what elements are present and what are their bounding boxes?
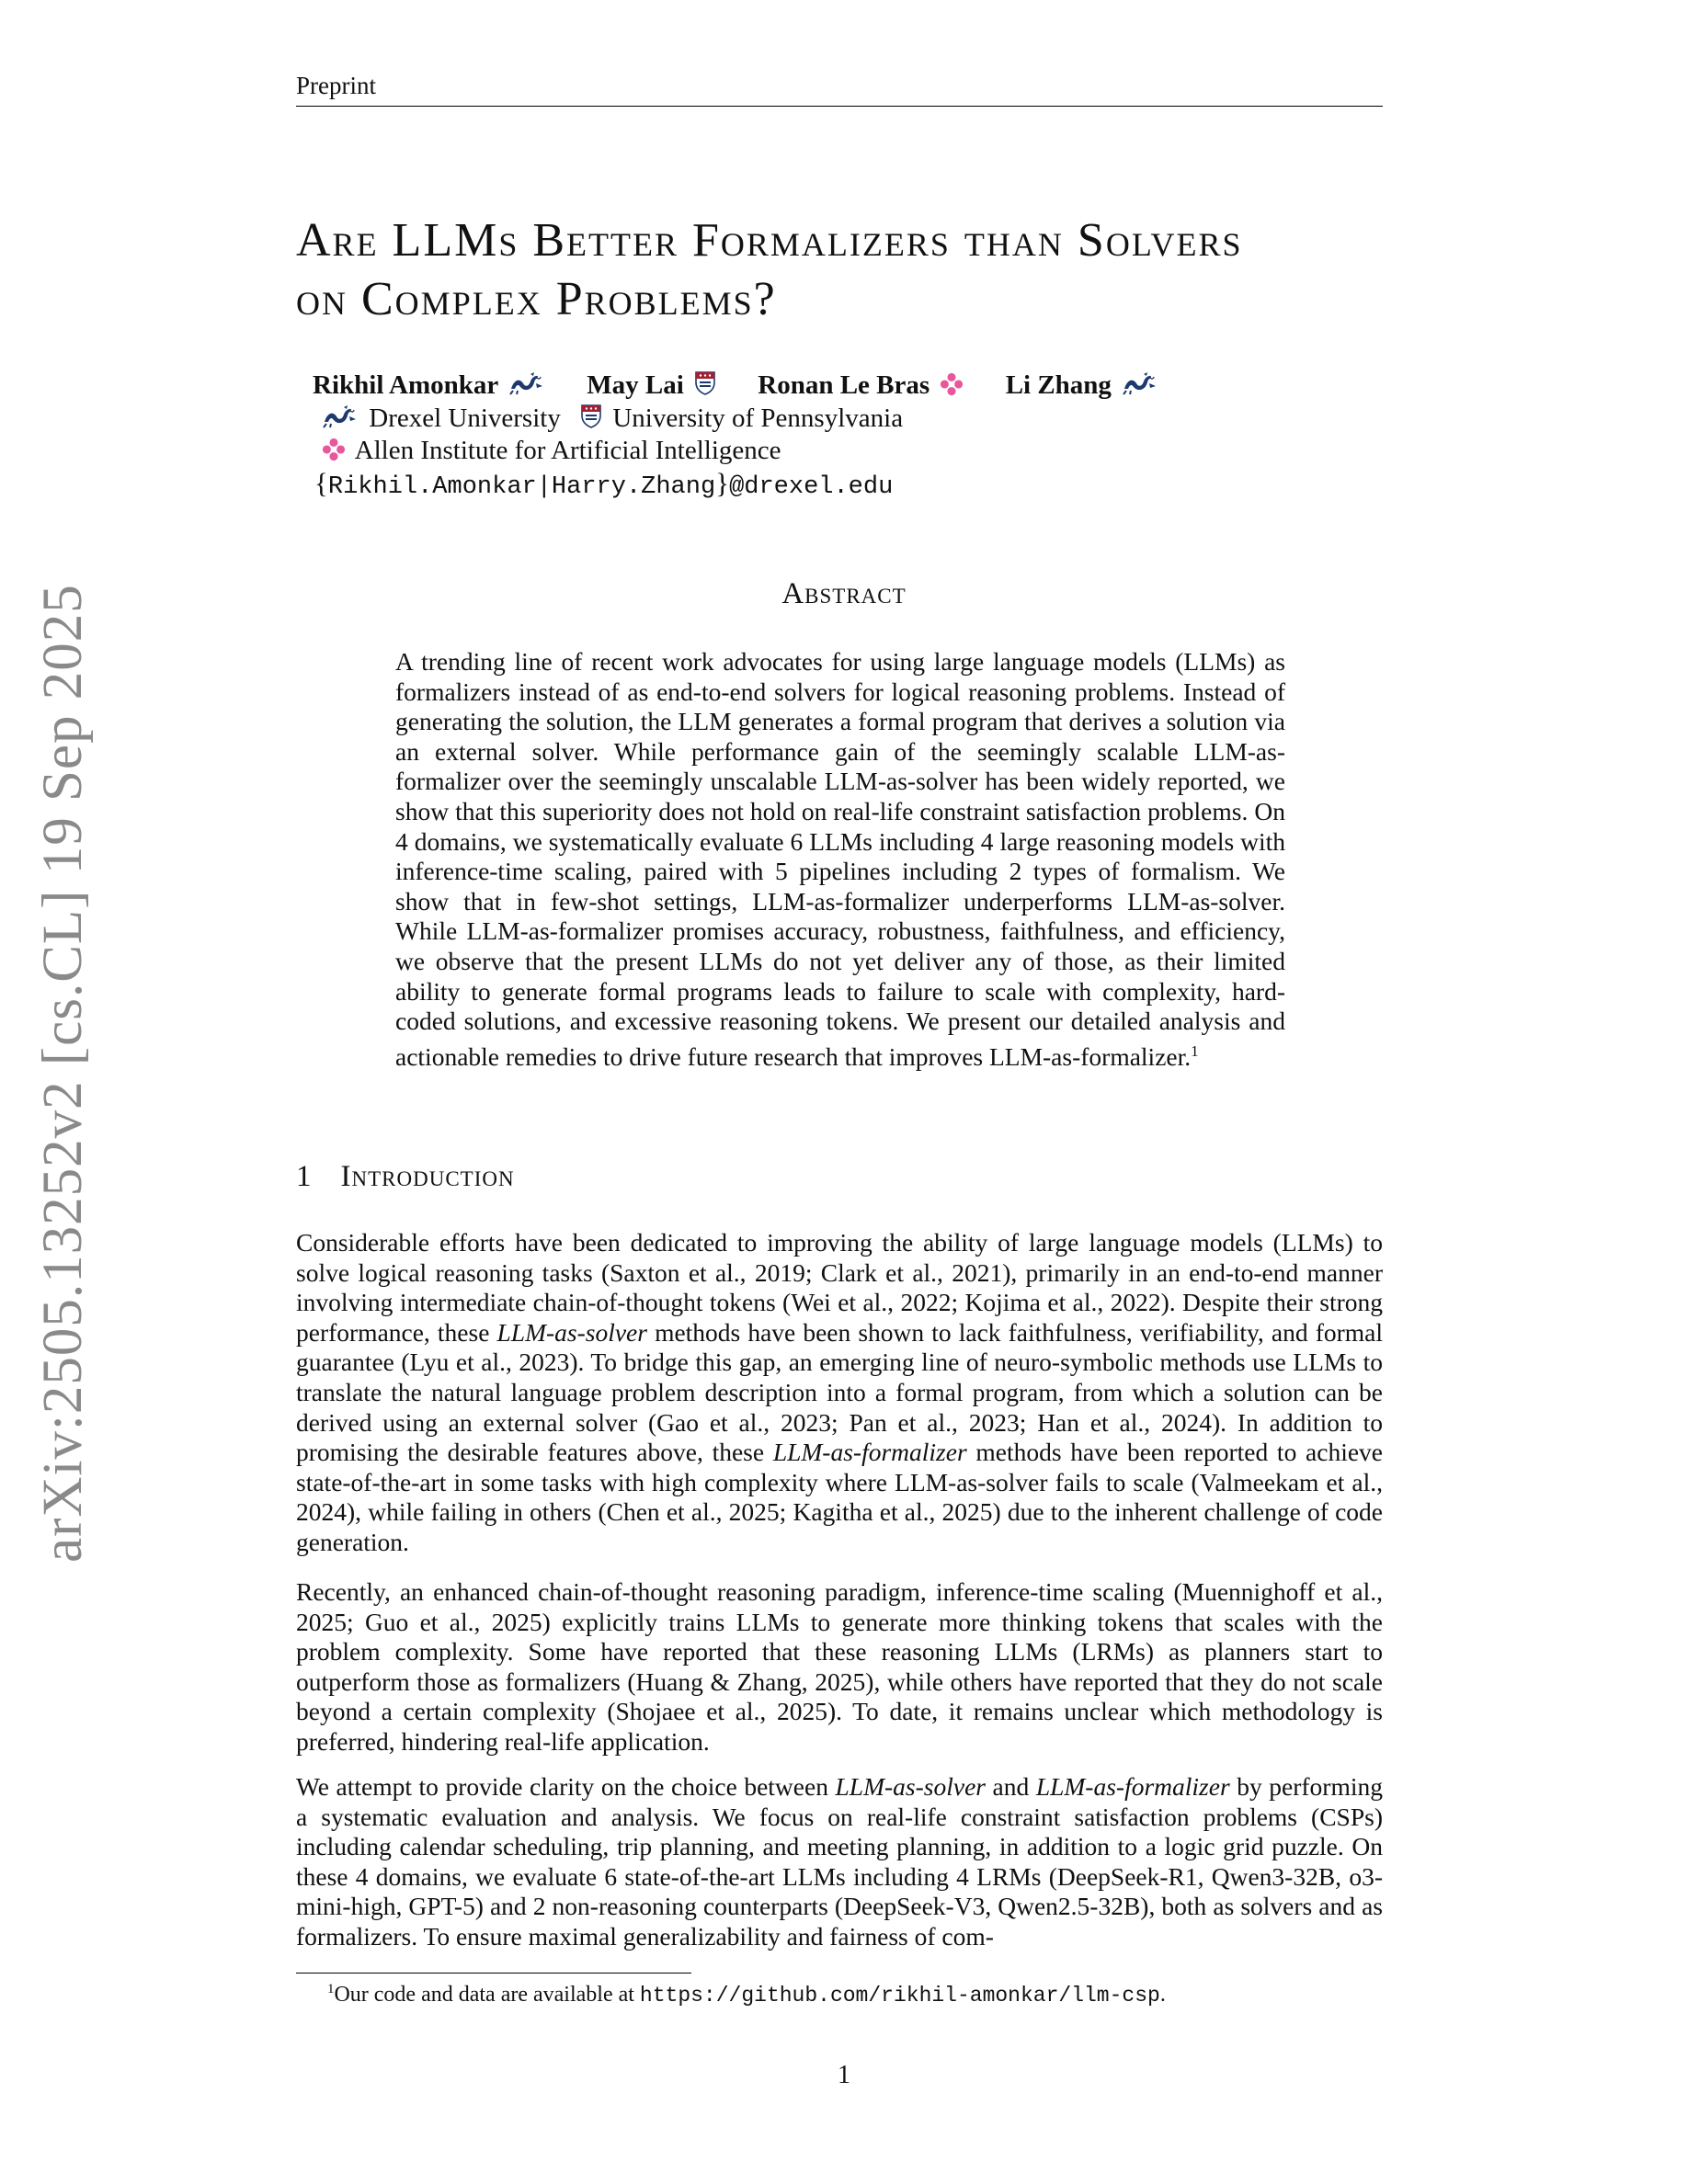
- affiliation-line: [318, 436, 781, 466]
- running-header: Preprint: [296, 72, 376, 99]
- footnote-text: Our code and data are available at: [334, 1983, 640, 2007]
- author: [587, 370, 720, 401]
- affiliation-penn: University of Pennsylvania: [612, 404, 904, 433]
- code-repository-link[interactable]: https://github.com/rikhil-amonkar/llm-csp: [639, 1984, 1160, 2008]
- footnote-rule: [296, 1973, 691, 1974]
- paper-title-line-1: Are LLMs Better Formalizers than Solvers: [296, 214, 1243, 267]
- footnote: $^1$Our code and data are available at https://github.com/rikhil-amonkar/llm-csp.: [327, 1982, 1166, 2008]
- abstract-text: A trending line of recent work advocates for using large language models (LLMs) as formalizers instead of as end-to-end solvers for logical reasoning problems. Instead of generating the solution, the LLM generates a formal program that derives a solution via an external solver. While performance gain of the seemingly scalable LLM-as-formalizer over the seemingly unscalable LLM-as-solver has been widely reported, we show that this superiority does not hold on real-life constraint satisfaction problems. On 4 domains, we systematically evaluate 6 LLMs including 4 large reasoning models with inference-time scaling, paired with 5 pipelines including 2 types of formalism. We show that in few-shot settings, LLM-as-formalizer underperforms LLM-as-solver. While LLM-as-formalizer promises accuracy, robustness, faithfulness, and efficiency, we observe that the present LLMs do not yet deliver any of those, as their limited ability to generate formal programs leads to failure to scale with complexity, hard-coded solutions, and excessive reasoning tokens. We present our detailed analysis and actionable remedies to drive future research that improves LLM-as-formalizer.: [395, 647, 1285, 1071]
- author-name: Li Zhang: [1005, 370, 1112, 400]
- intro-paragraph-2: Recently, an enhanced chain-of-thought reasoning paradigm, inference-time scaling (Muennighoff et al., 2025; Guo et al., 2025) explicitly trains LLMs to generate more thinking tokens that scales with the problem complexity. Some have reported that these reasoning LLMs (LRMs) as planners start to outperform those as formalizers (Huang & Zhang, 2025), while others have reported that they do not scale beyond a certain complexity (Shojaee et al., 2025). To date, it remains unclear which methodology is preferred, hindering real-life application.: [296, 1577, 1383, 1756]
- section-heading-introduction: [296, 1160, 515, 1194]
- email-names: Rikhil.Amonkar|Harry.Zhang: [327, 473, 716, 501]
- paper-title: [296, 211, 1390, 329]
- affiliation-line: [318, 404, 903, 434]
- email-domain: @drexel.edu: [729, 473, 894, 501]
- author: [313, 370, 549, 401]
- author: [1006, 370, 1163, 401]
- section-title: Introduction: [340, 1160, 515, 1193]
- arxiv-identifier-stamp: arXiv:2505.13252v2 [cs.CL] 19 Sep 2025: [32, 584, 94, 1563]
- intro-paragraph-3: We attempt to provide clarity on the choice between LLM-as-solver and LLM-as-formalizer by performing a systematic evaluation and analysis. We focus on real-life constraint satisfaction problems (CSPs) including calendar scheduling, trip planning, and meeting planning, in addition to a logic grid puzzle. On these 4 domains, we evaluate 6 state-of-the-art LLMs including 4 LRMs (DeepSeek-R1, Qwen3-32B, o3-mini-high, GPT-5) and 2 non-reasoning counterparts (DeepSeek-V3, Qwen2.5-32B), both as solvers and as formalizers. To ensure maximal generalizability and fairness of com-: [296, 1772, 1383, 1951]
- drexel-dragon-icon: [508, 370, 545, 396]
- penn-shield-icon: [580, 404, 602, 429]
- footnote-marker[interactable]: 1: [1191, 1041, 1199, 1060]
- footnote-number: 1: [327, 1982, 335, 1996]
- paper-title-line-2: on Complex Problems?: [296, 273, 777, 325]
- intro-paragraph-1: Considerable efforts have been dedicated to improving the ability of large language models (LLMs) to solve logical reasoning tasks (Saxton et al., 2019; Clark et al., 2021), primarily in an end-to-end manner involving intermediate chain-of-thought tokens (Wei et al., 2022; Kojima et al., 2022). Despite their strong performance, these LLM-as-solver methods have been shown to lack faithfulness, verifiability, and formal guarantee (Lyu et al., 2023). To bridge this gap, an emerging line of neuro-symbolic methods use LLMs to translate the natural language problem description into a formal program, from which a solution can be derived using an external solver (Gao et al., 2023; Pan et al., 2023; Han et al., 2024). In addition to promising the desirable features above, these LLM-as-formalizer methods have been reported to achieve state-of-the-art in some tasks with high complexity where LLM-as-solver fails to scale (Valmeekam et al., 2024), while failing in others (Chen et al., 2025; Kagitha et al., 2025) due to the inherent challenge of code generation.: [296, 1228, 1384, 1556]
- section-number: 1: [296, 1160, 312, 1193]
- ai2-flower-icon: [940, 372, 964, 396]
- author: [758, 370, 967, 401]
- author-name: Ronan Le Bras: [758, 370, 930, 400]
- drexel-dragon-icon: [322, 404, 359, 429]
- page-number: 1: [838, 2061, 850, 2089]
- affiliation-ai2: Allen Institute for Artificial Intelligence: [354, 436, 781, 465]
- author-name: May Lai: [587, 370, 684, 400]
- author-list: [313, 370, 1193, 401]
- ai2-flower-icon: [322, 438, 346, 461]
- affiliation-drexel: Drexel University: [369, 404, 561, 433]
- abstract-body: [395, 647, 1285, 1072]
- header-rule: [296, 106, 1383, 107]
- penn-shield-icon: [694, 370, 716, 396]
- author-emails: {Rikhil.Amonkar|Harry.Zhang}@drexel.edu: [314, 467, 894, 501]
- drexel-dragon-icon: [1122, 370, 1158, 396]
- abstract-heading: Abstract: [781, 577, 907, 610]
- author-name: Rikhil Amonkar: [313, 370, 498, 400]
